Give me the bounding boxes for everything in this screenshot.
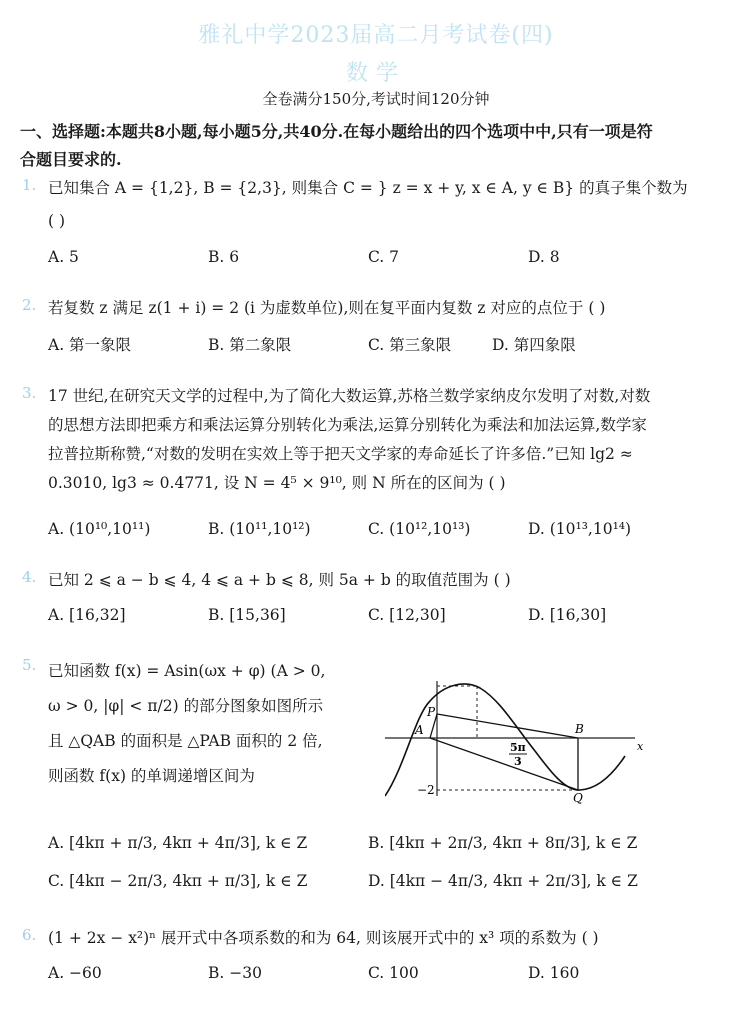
question-number: 1. bbox=[22, 176, 37, 194]
question-line: 若复数 z 满足 z(1 + i) = 2 (i 为虚数单位),则在复平面内复数 z 对应的点位于 ( ) bbox=[48, 299, 606, 317]
option-c[interactable]: C. [4kπ − 2π/3, 4kπ + π/3], k ∈ Z bbox=[48, 872, 308, 890]
option-a[interactable]: A. (10¹⁰,10¹¹) bbox=[48, 520, 151, 538]
option-a[interactable]: A. [4kπ + π/3, 4kπ + 4π/3], k ∈ Z bbox=[48, 834, 308, 852]
option-d[interactable]: D. [4kπ − 4π/3, 4kπ + 2π/3], k ∈ Z bbox=[368, 872, 638, 890]
option-d[interactable]: D. 160 bbox=[528, 964, 580, 982]
question-line: 的思想方法即把乘方和乘法运算分别转化为乘法,运算分别转化为乘法和加法运算,数学家 bbox=[48, 416, 647, 434]
option-d[interactable]: D. [16,30] bbox=[528, 606, 607, 624]
label-neg2: −2 bbox=[417, 783, 435, 797]
tick-5pi3-numerator: 5π bbox=[510, 741, 526, 754]
sine-graph-figure bbox=[385, 676, 650, 806]
tick-5pi3-denominator: 3 bbox=[514, 755, 522, 768]
question-line: 且 △QAB 的面积是 △PAB 面积的 2 倍, bbox=[48, 732, 323, 750]
exam-title: 雅礼中学2023届高二月考试卷(四) bbox=[198, 23, 554, 48]
option-a[interactable]: A. [16,32] bbox=[48, 606, 126, 624]
question-line: 已知函数 f(x) = Asin(ωx + φ) (A > 0, bbox=[48, 662, 326, 680]
question-line: 已知集合 A = {1,2}, B = {2,3}, 则集合 C = } z = x + y, x ∈ A, y ∈ B} 的真子集个数为 bbox=[48, 179, 688, 197]
question-line: ω > 0, |φ| < π/2) 的部分图象如图所示 bbox=[48, 697, 324, 715]
label-a: A bbox=[415, 723, 424, 737]
question-number: 3. bbox=[22, 384, 37, 402]
label-b: B bbox=[575, 722, 584, 736]
option-a[interactable]: A. −60 bbox=[48, 964, 102, 982]
question-line: 17 世纪,在研究天文学的过程中,为了简化大数运算,苏格兰数学家纳皮尔发明了对数,对数 bbox=[48, 387, 651, 405]
section-heading-line1: 一、选择题:本题共8小题,每小题5分,共40分.在每小题给出的四个选项中中,只有一项是符 bbox=[20, 122, 653, 141]
question-line: (1 + 2x − x²)ⁿ 展开式中各项系数的和为 64, 则该展开式中的 x³ 项的系数为 ( ) bbox=[48, 929, 599, 947]
option-b[interactable]: B. (10¹¹,10¹²) bbox=[208, 520, 311, 538]
question-line: 已知 2 ⩽ a − b ⩽ 4, 4 ⩽ a + b ⩽ 8, 则 5a + b 的取值范围为 ( ) bbox=[48, 571, 511, 589]
exam-subject: 数学 bbox=[345, 61, 406, 86]
section-heading bbox=[20, 118, 732, 174]
question-line: 则函数 f(x) 的单调递增区间为 bbox=[48, 767, 255, 785]
option-a[interactable]: A. 第一象限 bbox=[48, 336, 132, 354]
question-line: ( ) bbox=[48, 212, 66, 230]
option-d[interactable]: D. 第四象限 bbox=[492, 336, 576, 354]
option-b[interactable]: B. 第二象限 bbox=[208, 336, 292, 354]
section-heading-line2: 合题目要求的. bbox=[20, 150, 122, 169]
x-axis-label: x bbox=[637, 740, 644, 753]
segment-pb bbox=[437, 714, 578, 738]
option-b[interactable]: B. 6 bbox=[208, 248, 240, 266]
option-a[interactable]: A. 5 bbox=[48, 248, 79, 266]
question-line: 拉普拉斯称赞,“对数的发明在实效上等于把天文学家的寿命延长了许多倍.”已知 lg2 ≈ bbox=[48, 445, 633, 463]
option-c[interactable]: C. 7 bbox=[368, 248, 400, 266]
option-c[interactable]: C. (10¹²,10¹³) bbox=[368, 520, 471, 538]
question-number: 5. bbox=[22, 656, 37, 674]
segment-aq bbox=[430, 738, 578, 790]
option-d[interactable]: D. (10¹³,10¹⁴) bbox=[528, 520, 632, 538]
option-c[interactable]: C. [12,30] bbox=[368, 606, 446, 624]
exam-note: 全卷满分150分,考试时间120分钟 bbox=[262, 90, 490, 108]
question-number: 6. bbox=[22, 926, 37, 944]
question-number: 4. bbox=[22, 568, 37, 586]
option-b[interactable]: B. [15,36] bbox=[208, 606, 286, 624]
label-p: P bbox=[427, 705, 436, 719]
question-line: 0.3010, lg3 ≈ 0.4771, 设 N = 4⁵ × 9¹⁰, 则 N 所在的区间为 ( ) bbox=[48, 474, 506, 492]
option-b[interactable]: B. [4kπ + 2π/3, 4kπ + 8π/3], k ∈ Z bbox=[368, 834, 638, 852]
option-d[interactable]: D. 8 bbox=[528, 248, 560, 266]
option-b[interactable]: B. −30 bbox=[208, 964, 262, 982]
question-number: 2. bbox=[22, 296, 37, 314]
option-c[interactable]: C. 第三象限 bbox=[368, 336, 452, 354]
sine-curve bbox=[385, 684, 625, 796]
option-c[interactable]: C. 100 bbox=[368, 964, 419, 982]
label-q: Q bbox=[573, 791, 583, 805]
